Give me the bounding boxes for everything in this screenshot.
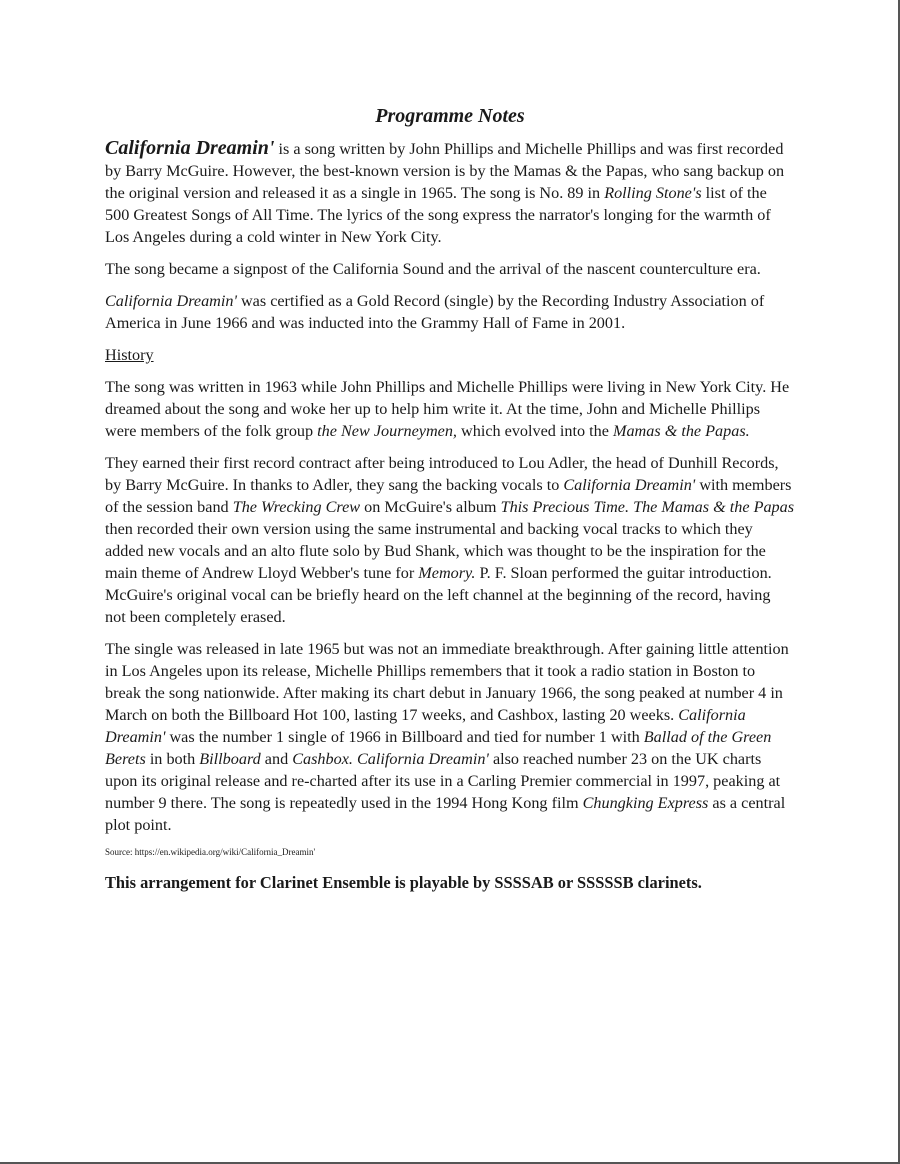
song-title-lead: California Dreamin'	[105, 137, 275, 159]
source-citation: Source: https://en.wikipedia.org/wiki/California_Dreamin'	[105, 847, 316, 857]
programme-notes	[105, 104, 795, 904]
intro-paragraph: California Dreamin' is a song written by John Phillips and Michelle Phillips and was first recorded by Barry McGuire. However, the best-known version is by the Mamas & the Papas, who sang backup on the original version and released it as a single in 1965. The song is No. 89 in Rolling Stone's list of the 500 Greatest Songs of All Time. The lyrics of the song express the narrator's longing for the warmth of Los Angeles during a cold winter in New York City.	[105, 137, 785, 246]
page-title: Programme Notes	[375, 105, 525, 127]
signpost-paragraph: The song became a signpost of the California Sound and the arrival of the nascent counterculture era.	[105, 260, 761, 278]
history-paragraph-3: The single was released in late 1965 but was not an immediate breakthrough. After gaining little attention in Los Angeles upon its release, Michelle Phillips remembers that it took a radio station in Boston to break the song nationwide. After making its chart debut in January 1966, the song peaked at number 4 in March on both the Billboard Hot 100, lasting 17 weeks, and Cashbox, lasting 20 weeks. California Dreamin' was the number 1 single of 1966 in Billboard and tied for number 1 with Ballad of the Green Berets in both Billboard and Cashbox. California Dreamin' also reached number 23 on the UK charts upon its original release and re-charted after its use in a Carling Premier commercial in 1997, peaking at number 9 there. The song is repeatedly used in the 1994 Hong Kong film Chungking Express as a central plot point.	[105, 640, 789, 834]
history-paragraph-1: The song was written in 1963 while John Phillips and Michelle Phillips were living in New York City. He dreamed about the song and woke her up to help him write it. At the time, John and Michelle Phillips were members of the folk group the New Journeymen, which evolved into the Mamas & the Papas.	[105, 378, 790, 440]
history-heading: History	[105, 346, 154, 364]
arrangement-note: This arrangement for Clarinet Ensemble is playable by SSSSAB or SSSSSB clarinets.	[105, 873, 702, 892]
gold-record-paragraph: California Dreamin' was certified as a Gold Record (single) by the Recording Industry Association of America in June 1966 and was inducted into the Grammy Hall of Fame in 2001.	[105, 292, 765, 332]
history-paragraph-2: They earned their first record contract after being introduced to Lou Adler, the head of Dunhill Records, by Barry McGuire. In thanks to Adler, they sang the backing vocals to California Dreamin' with members of the session band The Wrecking Crew on McGuire's album This Precious Time. The Mamas & the Papas then recorded their own version using the same instrumental and backing vocal tracks to which they added new vocals and an alto flute solo by Bud Shank, which was thought to be the inspiration for the main theme of Andrew Lloyd Webber's tune for Memory. P. F. Sloan performed the guitar introduction. McGuire's original vocal can be briefly heard on the left channel at the beginning of the record, having not been completely erased.	[105, 454, 795, 626]
